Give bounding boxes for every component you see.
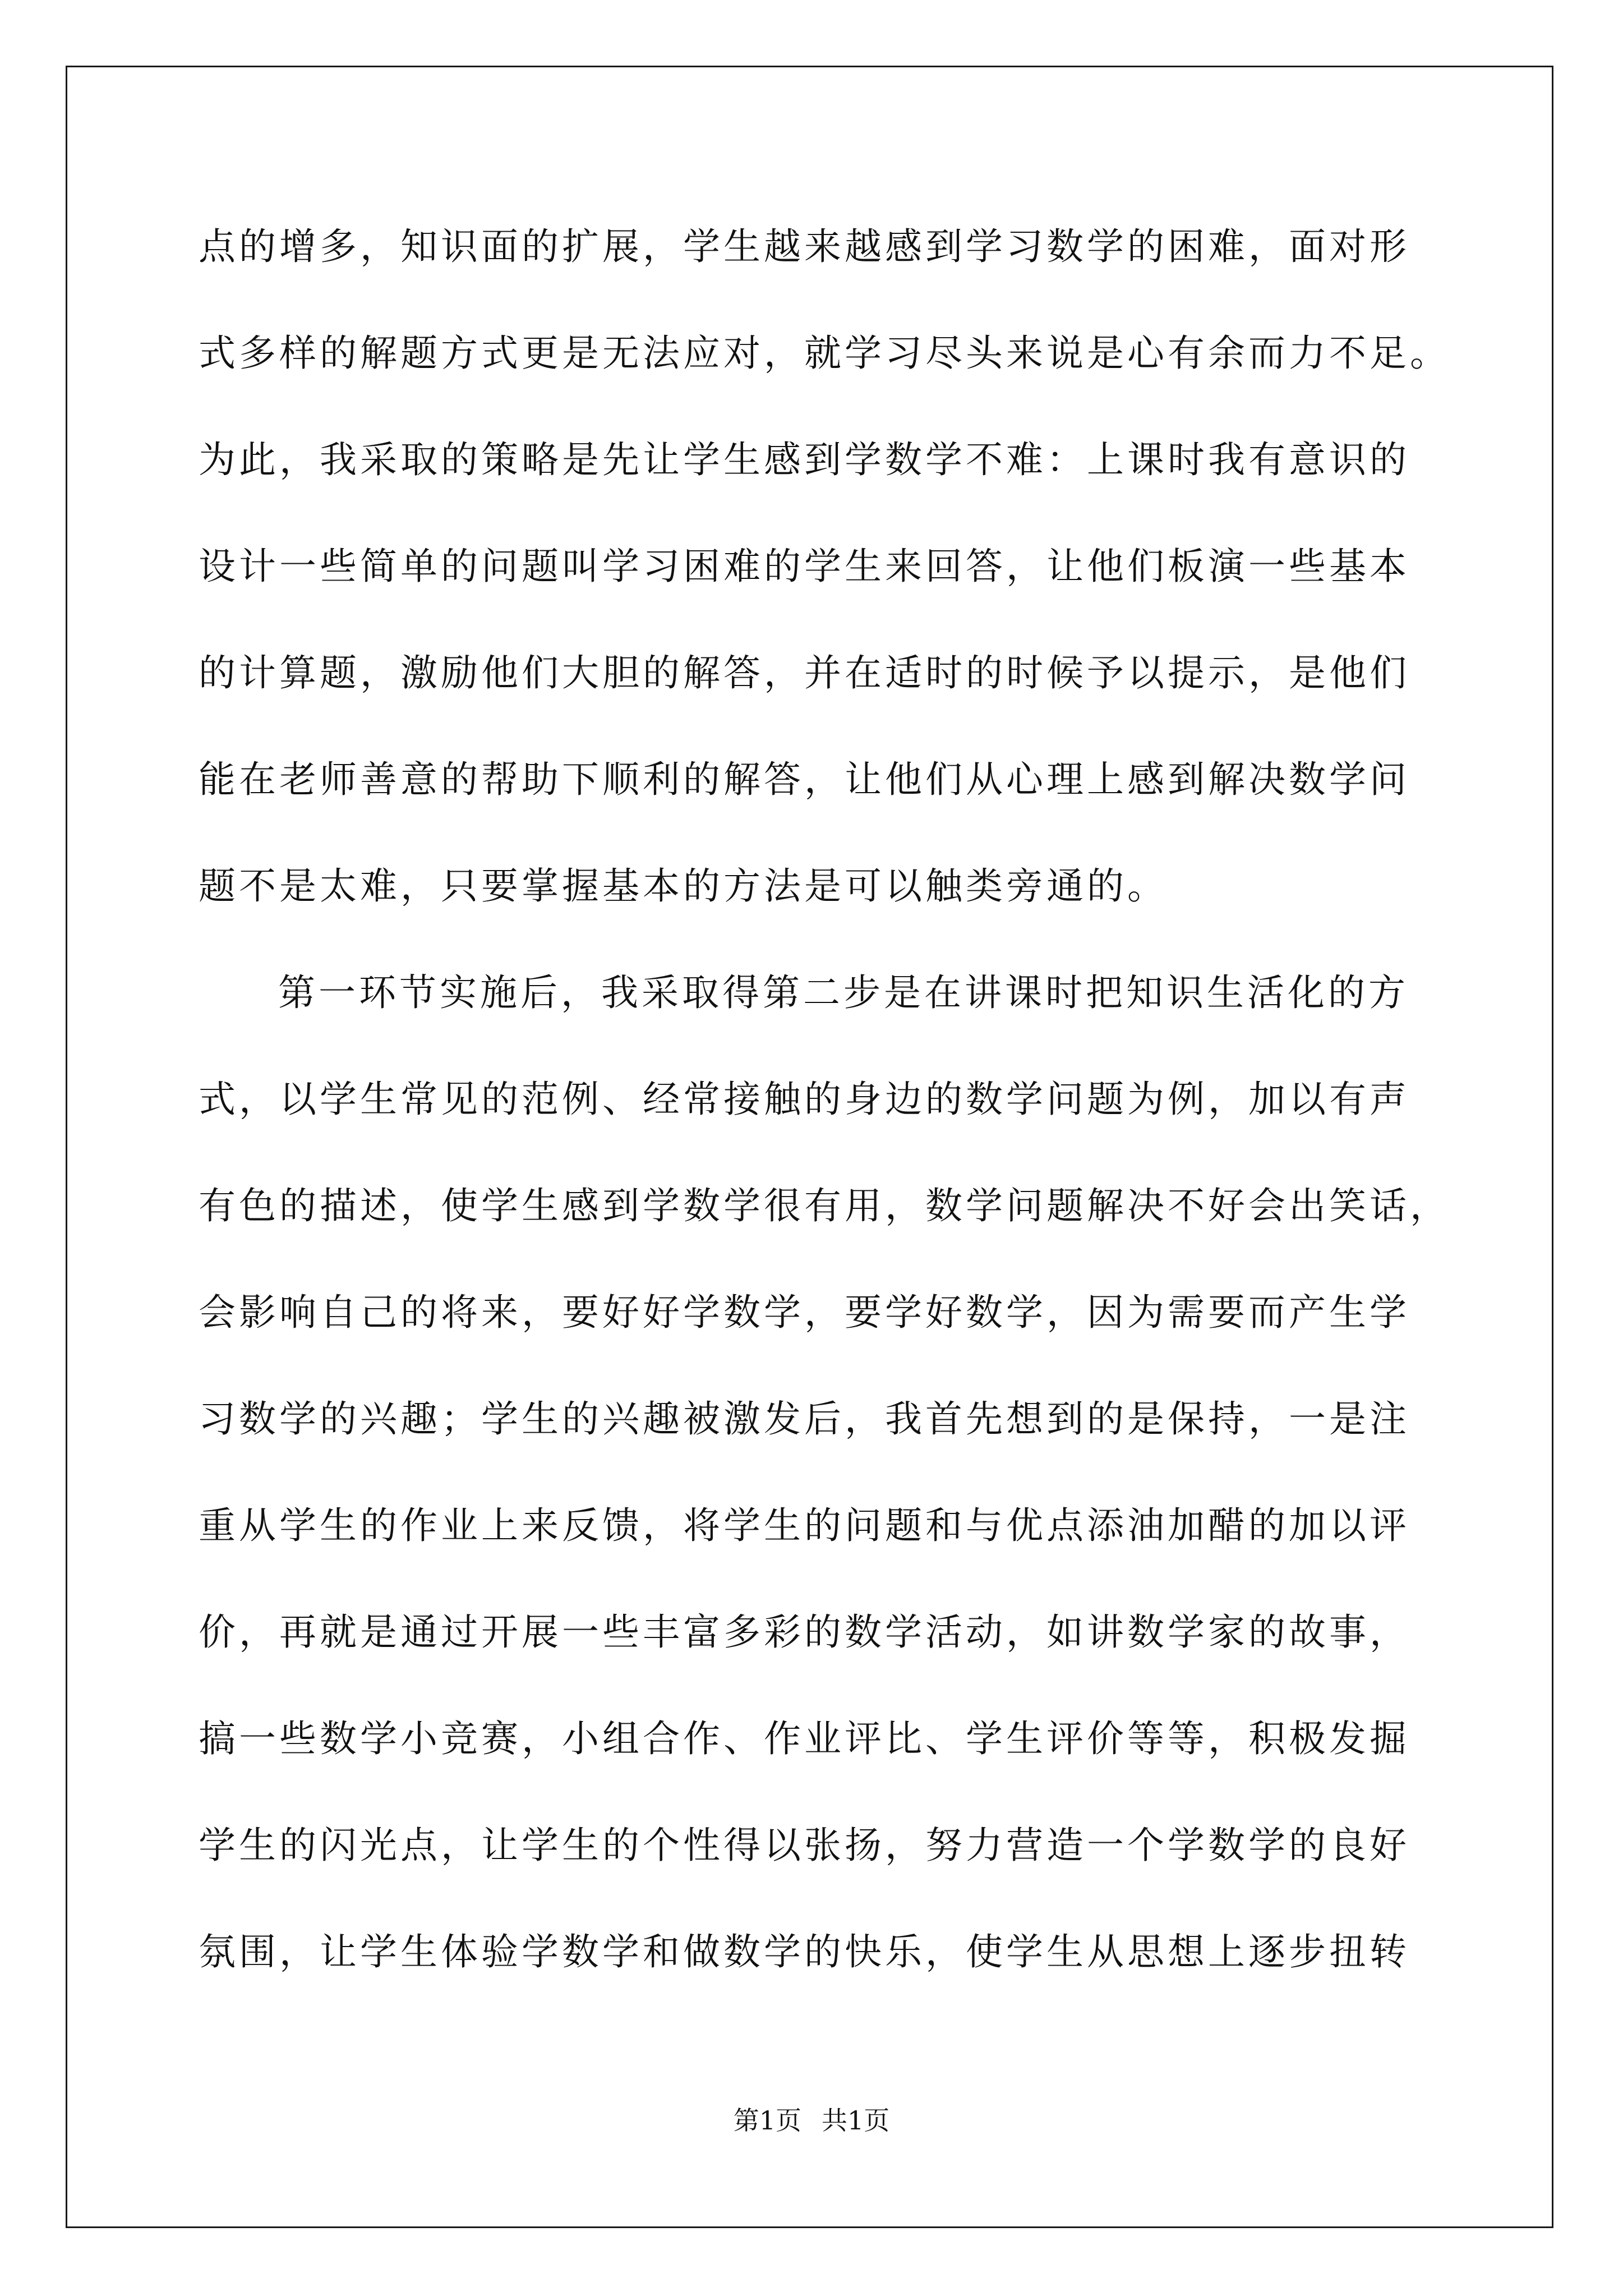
paragraph-first-line: 第一环节实施后，我采取得第二步是在讲课时把知识生活化的方 [278, 971, 1409, 1014]
text-line: 搞一些数学小竞赛，小组合作、作业评比、学生评价等等，积极发掘 [199, 1717, 1410, 1760]
text-line: 习数学的兴趣；学生的兴趣被激发后，我首先想到的是保持，一是注 [199, 1397, 1410, 1441]
text-line: 价，再就是通过开展一些丰富多彩的数学活动，如讲数学家的故事， [199, 1611, 1410, 1654]
text-line: 能在老师善意的帮助下顺利的解答，让他们从心理上感到解决数学问 [199, 758, 1410, 801]
page-total: 共1页 [822, 2105, 890, 2136]
text-line: 学生的闪光点，让学生的个性得以张扬，努力营造一个学数学的良好 [199, 1824, 1410, 1867]
text-line: 有色的描述，使学生感到学数学很有用，数学问题解决不好会出笑话， [199, 1184, 1450, 1227]
page-footer [0, 2104, 1623, 2137]
text-line: 重从学生的作业上来反馈，将学生的问题和与优点添油加醋的加以评 [199, 1504, 1410, 1547]
page-number: 第1页 [733, 2105, 801, 2136]
text-line: 氛围，让学生体验学数学和做数学的快乐，使学生从思想上逐步扭转 [199, 1930, 1410, 1973]
text-line: 会影响自己的将来，要好好学数学，要学好数学，因为需要而产生学 [199, 1291, 1410, 1334]
text-line: 点的增多，知识面的扩展，学生越来越感到学习数学的困难，面对形 [199, 225, 1410, 268]
text-line: 式，以学生常见的范例、经常接触的身边的数学问题为例，加以有声 [199, 1078, 1410, 1121]
text-line: 为此，我采取的策略是先让学生感到学数学不难：上课时我有意识的 [199, 438, 1410, 481]
page-border [66, 66, 1553, 2228]
text-line: 题不是太难，只要掌握基本的方法是可以触类旁通的。 [199, 864, 1168, 908]
text-line: 式多样的解题方式更是无法应对，就学习尽头来说是心有余而力不足。 [199, 332, 1450, 375]
text-line: 设计一些简单的问题叫学习困难的学生来回答，让他们板演一些基本 [199, 545, 1410, 588]
text-line: 的计算题，激励他们大胆的解答，并在适时的时候予以提示，是他们 [199, 651, 1410, 694]
